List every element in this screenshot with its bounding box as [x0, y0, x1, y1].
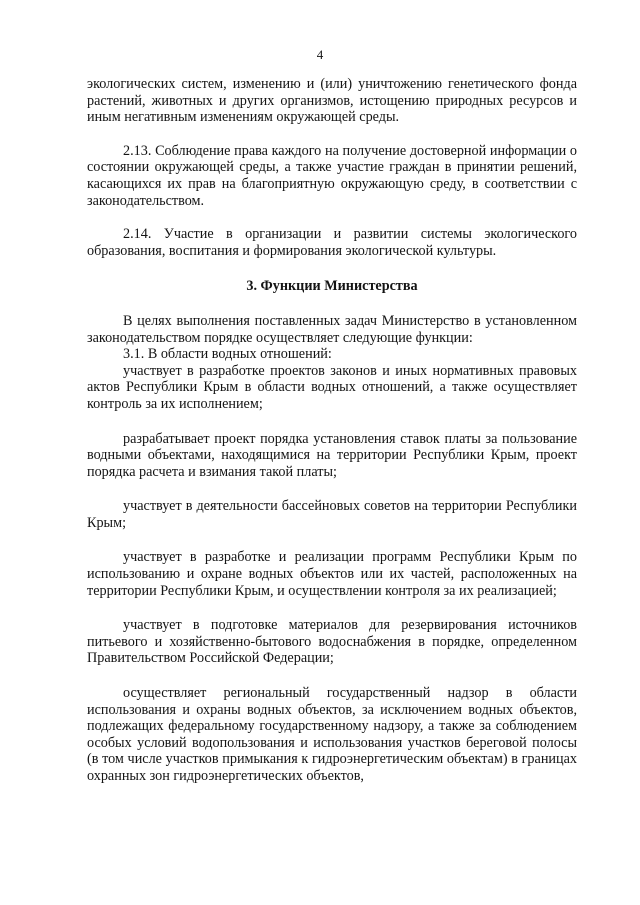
- function-item: осуществляет региональный государственный надзор в области использования и охраны водных объектов, за исключением водных объектов, подлежащих федеральному государственному надзору, а также за соблюдением особых условий водопользования и использования участков береговой полосы (в том числе участков примыкания к гидроэнергетическим объектам) в границах охранных зон гидроэнергетических объектов,: [87, 685, 577, 784]
- subsection-3-1: 3.1. В области водных отношений:: [123, 346, 332, 363]
- document-body: [87, 76, 577, 785]
- function-item: участвует в подготовке материалов для резервирования источников питьевого и хозяйственно-бытового водоснабжения в порядке, определенном Правительством Российской Федерации;: [87, 617, 577, 667]
- function-item: разрабатывает проект порядка установления ставок платы за пользование водными объектами, находящимися на территории Республики Крым, проект порядка расчета и взимания такой платы;: [87, 430, 577, 480]
- paragraph-continuation: экологических систем, изменению и (или) уничтожению генетического фонда растений, животных и других организмов, истощению природных ресурсов и иным негативным изменениям окружающей среды.: [87, 76, 577, 126]
- page-number: 4: [316, 47, 324, 62]
- paragraph-2-14: 2.14. Участие в организации и развитии системы экологического образования, воспитания и формирования экологической культуры.: [87, 226, 577, 259]
- function-item: участвует в разработке проектов законов и иных нормативных правовых актов Республики Крым в области водных отношений, а также осуществляет контроль за их исполнением;: [87, 362, 577, 412]
- section-intro: В целях выполнения поставленных задач Министерство в установленном законодательством порядке осуществляет следующие функции:: [87, 312, 577, 346]
- section-heading: 3. Функции Министерства: [246, 278, 418, 295]
- paragraph-2-13: 2.13. Соблюдение права каждого на получение достоверной информации о состоянии окружающей среды, а также участие граждан в принятии решений, касающихся их прав на благоприятную окружающую среду, в соответствии с законодательством.: [87, 142, 577, 209]
- function-item: участвует в разработке и реализации программ Республики Крым по использованию и охране водных объектов или их частей, расположенных на территории Республики Крым, и осуществлении контроля за их реализацией;: [87, 549, 577, 599]
- function-item: участвует в деятельности бассейновых советов на территории Республики Крым;: [87, 498, 577, 531]
